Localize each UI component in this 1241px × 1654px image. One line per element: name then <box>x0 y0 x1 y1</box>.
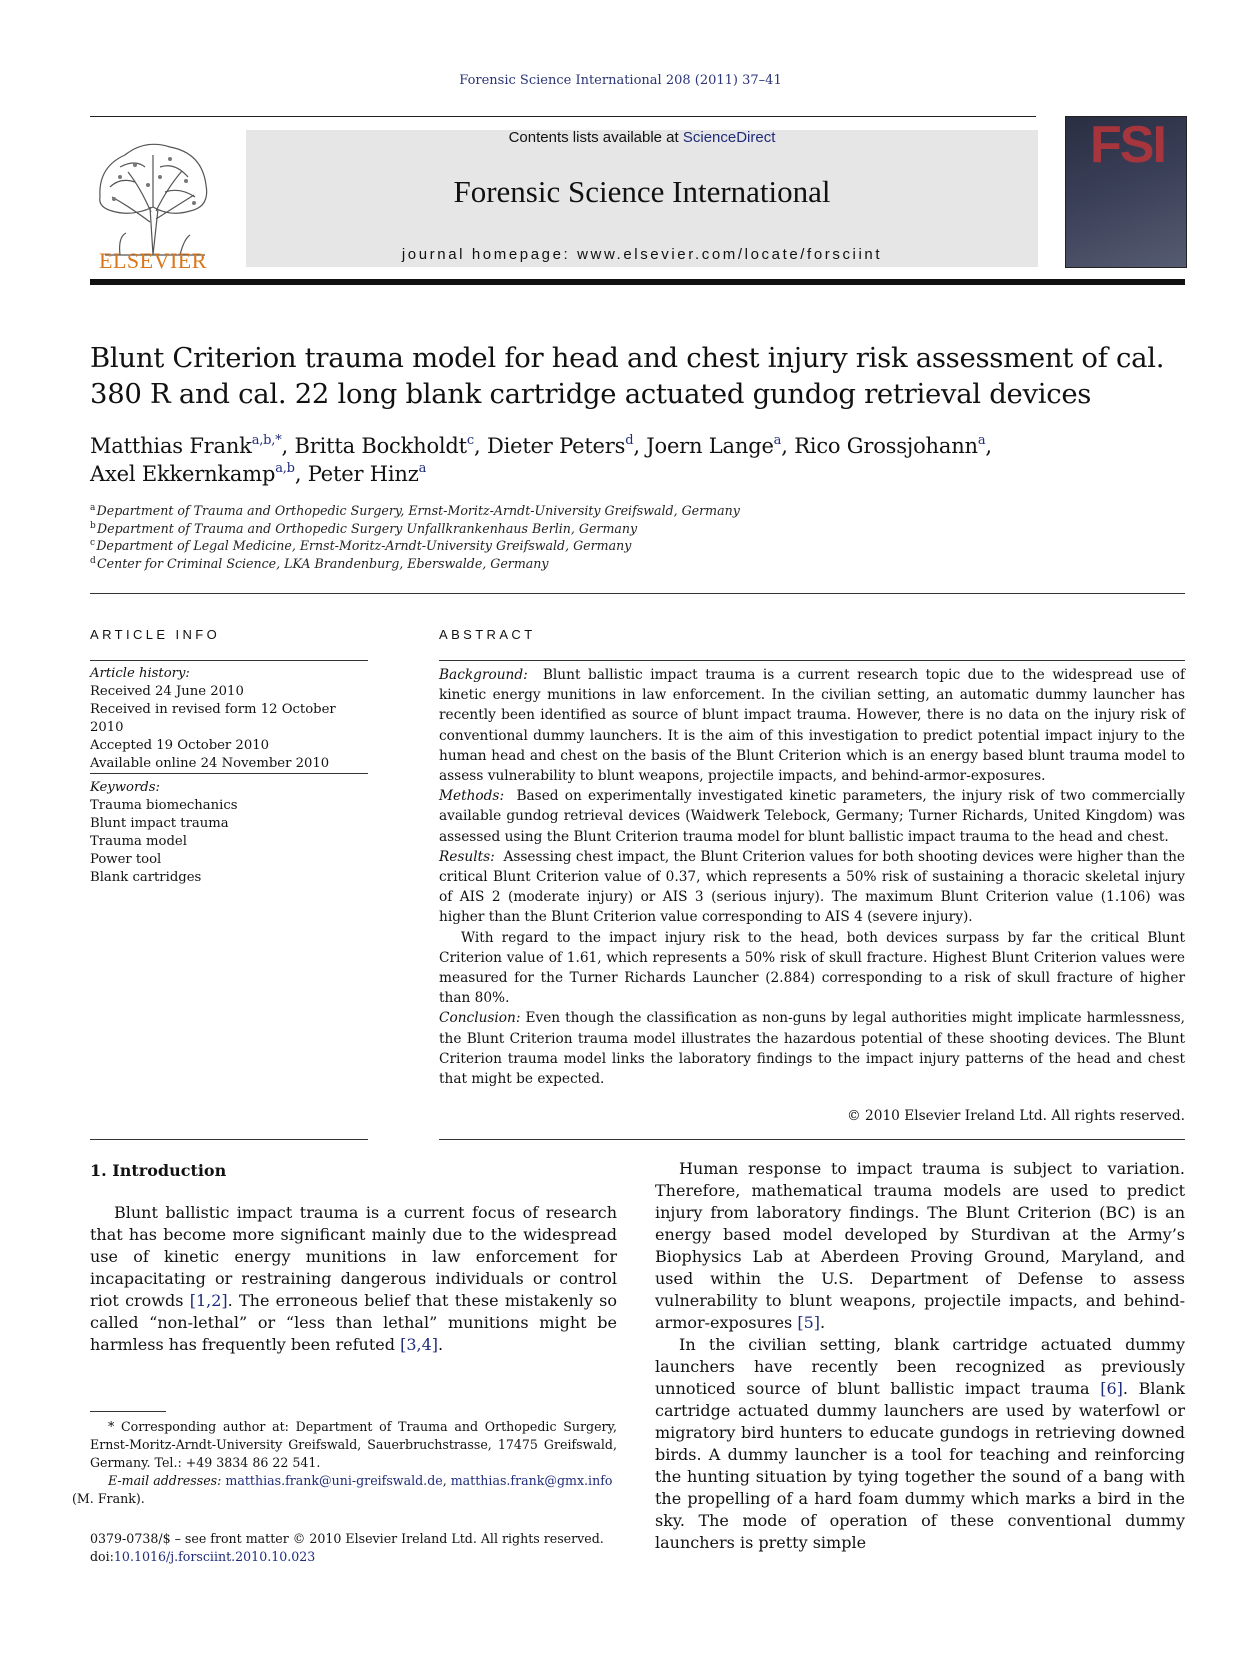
author-list <box>90 432 1190 488</box>
email-label: E-mail addresses: <box>108 1473 222 1488</box>
keyword-item: Blank cartridges <box>90 870 202 885</box>
keyword-item: Trauma biomechanics <box>90 798 238 813</box>
author-affil-mark[interactable]: c <box>466 433 474 448</box>
journal-citation[interactable]: Forensic Science International 208 (2011) 37–41 <box>459 73 782 88</box>
journal-title: Forensic Science International <box>453 174 831 209</box>
author-name: Rico Grossjohann <box>794 434 978 458</box>
author-affil-mark[interactable]: a,b,* <box>251 433 282 448</box>
author-affil-mark[interactable]: a <box>773 433 782 448</box>
history-item: Available online 24 November 2010 <box>90 756 330 771</box>
front-matter <box>90 1530 690 1566</box>
abstract-body <box>439 665 1185 1089</box>
affiliation-text: Center for Criminal Science, LKA Brandenburg, Eberswalde, Germany <box>97 555 549 571</box>
abstract-results <box>439 847 1185 928</box>
sciencedirect-link[interactable]: ScienceDirect <box>682 129 776 146</box>
author-name: Joern Lange <box>646 434 774 458</box>
author-separator: , <box>781 434 795 458</box>
footnote-emails <box>72 1472 617 1508</box>
author-separator: , <box>985 434 992 458</box>
author-separator: , <box>473 434 487 458</box>
email-owner: (M. Frank). <box>72 1491 145 1506</box>
abstract-text: Blunt ballistic impact trauma is a current research topic due to the widespread use of kinetic energy munitions in law enforcement. In the civilian setting, an automatic dummy launcher has recently been identified as source of blunt impact trauma. However, there is no data on the injury risk of conventional dummy launchers. It is the aim of this investigation to predict potential impact injury to the human head and chest on the basis of the Blunt Criterion which is an energy based blunt trauma model to assess vulnerability to blunt weapons, projectile impacts, and behind-armor-exposures. <box>439 667 1186 785</box>
keywords-label: Keywords: <box>90 780 160 795</box>
elsevier-logo-text: ELSEVIER <box>99 248 207 273</box>
author-separator: , <box>633 434 647 458</box>
article-history <box>90 665 368 773</box>
keyword-item: Power tool <box>90 852 162 867</box>
affiliation-text: Department of Trauma and Orthopedic Surgery, Ernst-Moritz-Arndt-University Greifswald, Germany <box>96 503 740 518</box>
footnote-corresponding: * Corresponding author at: Department of Trauma and Orthopedic Surgery, Ernst-Moritz-Arndt-University Greifswald, Sauerbruchstrasse, 17475 Greifswald, Germany. Tel.: +49 3834 86 22 541. <box>90 1419 617 1470</box>
cover-fsi-lettering: FSI <box>1090 116 1165 174</box>
body-column-right <box>655 1158 1185 1554</box>
body-text: Blunt ballistic impact trauma is a current focus of research that has become more significant mainly due to the widespread use of kinetic energy munitions in law enforcement for incapacitating or restraining dangerous individuals or control riot crowds <box>90 1203 617 1310</box>
info-rule <box>90 773 368 774</box>
author-name: Matthias Frank <box>90 434 252 458</box>
issn-line: 0379-0738/$ – see front matter © 2010 Elsevier Ireland Ltd. All rights reserved. <box>90 1531 604 1546</box>
header-rule <box>90 116 1036 117</box>
body-text: . <box>438 1335 444 1354</box>
footnote-rule <box>90 1411 166 1412</box>
affiliation-text: Department of Legal Medicine, Ernst-Moritz-Arndt-University Greifswald, Germany <box>96 538 632 553</box>
author-separator: , <box>281 434 295 458</box>
keywords <box>90 779 368 887</box>
info-rule <box>90 1139 368 1140</box>
body-text: . The erroneous belief that these mistakenly so called “non-lethal” or “less than lethal” munitions might be harmless has frequently been refuted <box>90 1291 618 1354</box>
doi-prefix: doi: <box>90 1549 114 1564</box>
reference-link[interactable]: [5] <box>797 1313 821 1332</box>
abstract-methods <box>439 786 1185 847</box>
abstract-rule <box>439 1139 1185 1140</box>
abstract-conclusion <box>439 1008 1185 1089</box>
email-link[interactable]: matthias.frank@uni-greifswald.de <box>225 1473 443 1488</box>
body-text: In the civilian setting, blank cartridge actuated dummy launchers have recently been recognized as previously unnoticed source of blunt ballistic impact trauma <box>655 1335 1185 1398</box>
email-separator: , <box>442 1473 451 1488</box>
abstract-results-cont: With regard to the impact injury risk to the head, both devices surpass by far the critical Blunt Criterion value of 1.61, which represents a 50% risk of skull fracture. Highest Blunt Criterion values were measured for the Turner Richards Launcher (2.884) corresponding to a risk of skull fracture of higher than 80%. <box>439 929 1185 1007</box>
abstract-background <box>439 665 1185 786</box>
author-separator: , <box>294 462 308 486</box>
abstract-label: Results: <box>439 848 495 865</box>
article-info-heading: ARTICLE INFO <box>90 627 221 642</box>
doi-line <box>90 1548 690 1566</box>
affiliation-mark: a <box>90 503 96 513</box>
body-paragraph <box>655 1334 1185 1554</box>
affiliation-item <box>90 537 1090 555</box>
body-column-left <box>90 1202 617 1356</box>
history-item: Received in revised form 12 October 2010 <box>90 702 336 735</box>
keyword-item: Trauma model <box>90 834 187 849</box>
author-affil-mark[interactable]: d <box>625 433 634 448</box>
author-name: Britta Bockholdt <box>294 434 467 458</box>
keyword-item: Blunt impact trauma <box>90 816 229 831</box>
reference-link[interactable]: [6] <box>1100 1379 1123 1398</box>
contents-availability <box>246 129 1038 146</box>
abstract-text: Based on experimentally investigated kinetic parameters, the injury risk of two commercially available gundog retrieval devices (Waidwerk Telebock, Germany; Turner Richards, United Kingdom) was assessed using the Blunt Criterion trauma model for blunt ballistic impact trauma to the head and chest. <box>439 788 1185 845</box>
reference-link[interactable]: [1,2] <box>189 1291 228 1310</box>
history-item: Accepted 19 October 2010 <box>90 738 269 753</box>
history-label: Article history: <box>90 666 190 681</box>
affiliation-item <box>90 520 1090 538</box>
author-affil-mark[interactable]: a <box>418 461 427 476</box>
affiliation-item <box>90 555 1090 573</box>
doi-link[interactable]: 10.1016/j.forsciint.2010.10.023 <box>113 1549 316 1564</box>
history-item: Received 24 June 2010 <box>90 684 244 699</box>
author-name: Dieter Peters <box>486 434 626 458</box>
author-affil-mark[interactable]: a,b <box>275 461 295 476</box>
abstract-copyright: © 2010 Elsevier Ireland Ltd. All rights reserved. <box>846 1108 1185 1124</box>
affiliation-mark: c <box>90 538 96 548</box>
body-text: . Blank cartridge actuated dummy launchers are used by waterfowl or migratory bird hunters to educate gundogs in retrieving downed birds. A dummy launcher is a tool for teaching and reinforcing the hunting situation by tying together the sound of a bang with the propelling of a hard foam dummy which marks a bird in the sky. The mode of operation of these conventional dummy launchers is pretty simple <box>655 1379 1185 1552</box>
author-name: Axel Ekkernkamp <box>90 462 276 486</box>
corresponding-footnote <box>72 1418 617 1508</box>
author-name: Peter Hinz <box>307 462 419 486</box>
body-paragraph <box>655 1158 1185 1334</box>
header-thick-rule <box>90 279 1185 285</box>
abstract-rule <box>439 660 1185 661</box>
contents-prefix: Contents lists available at <box>508 129 683 146</box>
affiliation-item <box>90 502 1090 520</box>
section-heading-introduction: 1. Introduction <box>90 1161 227 1180</box>
email-link[interactable]: matthias.frank@gmx.info <box>450 1473 613 1488</box>
author-affil-mark[interactable]: a <box>977 433 986 448</box>
reference-link[interactable]: [3,4] <box>400 1335 439 1354</box>
body-text: Human response to impact trauma is subject to variation. Therefore, mathematical trauma models are used to predict injury from laboratory findings. The Blunt Criterion (BC) is an energy based model developed by Sturdivan at the Army’s Biophysics Lab at Aberdeen Proving Ground, Maryland, and used within the U.S. Department of Defense to assess vulnerability to blunt weapons, projectile impacts, and behind-armor-exposures <box>655 1159 1185 1332</box>
abstract-label: Conclusion: <box>439 1010 521 1027</box>
affiliation-mark: b <box>90 520 96 531</box>
body-paragraph <box>90 1202 617 1356</box>
abstract-text: Assessing chest impact, the Blunt Criterion values for both shooting devices were higher than the critical Blunt Criterion value of 0.37, which represents a 50% risk of sustaining a thoracic skeletal injury of AIS 2 (moderate injury) or AIS 3 (serious injury). The maximum Blunt Criterion value (1.106) was higher than the Blunt Criterion value corresponding to AIS 4 (severe injury). <box>439 848 1185 926</box>
abstract-label: Methods: <box>439 788 505 805</box>
abstract-text: Even though the classification as non-guns by legal authorities might implicate harmlessness, the Blunt Criterion trauma model illustrates the hazardous potential of these shooting devices. The Blunt Criterion trauma model links the laboratory findings to the impact injury patterns of the head and chest that might be expected. <box>439 1010 1185 1088</box>
affiliation-rule <box>90 593 1185 594</box>
affiliations <box>90 502 1090 572</box>
affiliation-text: Department of Trauma and Orthopedic Surgery Unfallkrankenhaus Berlin, Germany <box>97 520 638 536</box>
info-rule <box>90 660 368 661</box>
journal-homepage[interactable]: journal homepage: www.elsevier.com/locate/forsciint <box>401 246 883 263</box>
affiliation-mark: d <box>90 555 96 566</box>
abstract-label: Background: <box>439 667 528 683</box>
body-text: . <box>820 1313 826 1332</box>
article-title: Blunt Criterion trauma model for head and chest injury risk assessment of cal. 380 R and cal. 22 long blank cartridge actuated gundog retrieval devices <box>90 342 1165 410</box>
abstract-heading: ABSTRACT <box>439 627 536 642</box>
